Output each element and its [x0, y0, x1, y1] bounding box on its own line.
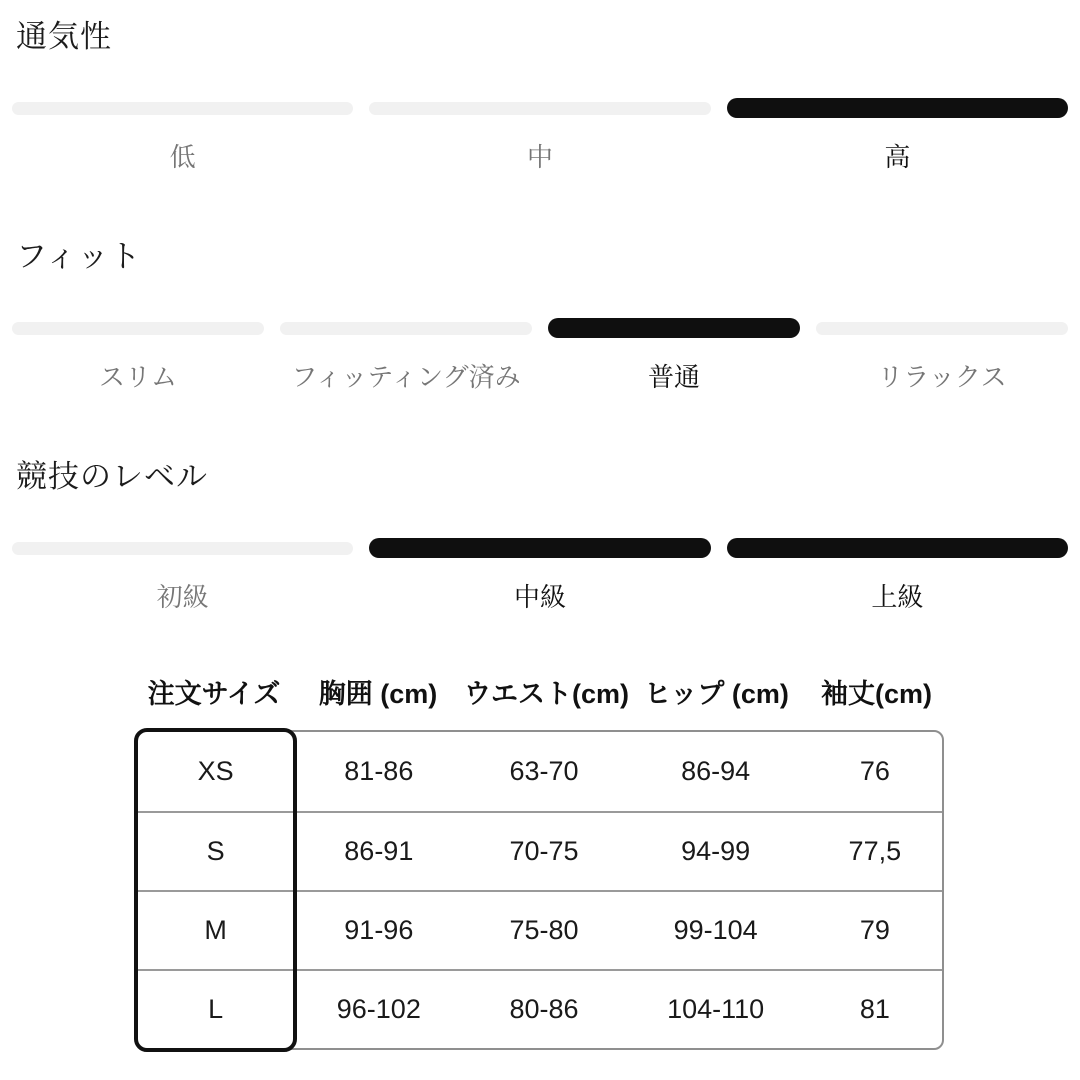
- level-label: 上級: [871, 582, 924, 612]
- level-option-low: [12, 98, 353, 172]
- section-title-competition-level: 競技のレベル: [16, 459, 208, 494]
- level-bar: [280, 322, 532, 335]
- cell-waist: 63-70: [509, 756, 579, 786]
- level-label: 中: [526, 142, 553, 172]
- level-bar: [369, 538, 710, 558]
- size-table-body: [136, 730, 944, 1050]
- section-title-breathability: 通気性: [16, 19, 112, 54]
- cell-size: M: [204, 915, 227, 945]
- level-option-high: [727, 98, 1068, 172]
- cell-hip: 99-104: [673, 915, 758, 945]
- level-label: リラックス: [877, 362, 1007, 392]
- level-label: 中級: [513, 582, 566, 612]
- level-bar: [12, 542, 353, 555]
- cell-size: XS: [197, 756, 234, 786]
- fit-scale: [12, 318, 1068, 392]
- level-bar-track: [369, 98, 710, 118]
- header-cell-order-size: 注文サイズ: [147, 679, 281, 709]
- level-option-beginner: [12, 538, 353, 612]
- level-option-medium: [369, 98, 710, 172]
- level-bar: [816, 322, 1068, 335]
- level-bar: [548, 318, 800, 338]
- cell-sleeve: 81: [859, 994, 890, 1024]
- level-bar-track: [727, 538, 1068, 558]
- level-bar: [727, 538, 1068, 558]
- level-bar-track: [548, 318, 800, 338]
- level-bar-track: [369, 538, 710, 558]
- level-bar: [727, 98, 1068, 118]
- table-row-s: [138, 811, 942, 890]
- header-cell-sleeve: 袖丈(cm): [820, 679, 932, 709]
- level-bar-track: [816, 318, 1068, 338]
- level-bar-track: [727, 98, 1068, 118]
- level-label: 普通: [647, 362, 700, 392]
- level-bar-track: [280, 318, 532, 338]
- cell-chest: 91-96: [344, 915, 414, 945]
- header-cell-hip: ヒップ (cm): [644, 679, 789, 709]
- header-cell-waist: ウエスト(cm): [464, 679, 630, 709]
- table-row-xs: [138, 732, 942, 811]
- level-label: 高: [884, 142, 911, 172]
- cell-hip: 94-99: [681, 836, 751, 866]
- fit-section: [12, 234, 1068, 392]
- level-label: 低: [169, 142, 196, 172]
- level-option-relaxed: [816, 318, 1068, 392]
- section-title-fit: フィット: [16, 239, 142, 274]
- level-bar-track: [12, 98, 353, 118]
- level-option-advanced: [727, 538, 1068, 612]
- cell-size: S: [206, 836, 225, 866]
- level-option-slim: [12, 318, 264, 392]
- level-label: 初級: [156, 582, 209, 612]
- level-label: フィッティング済み: [291, 362, 521, 392]
- cell-waist: 80-86: [509, 994, 579, 1024]
- size-table: [136, 674, 944, 1050]
- competition-level-scale: [12, 538, 1068, 612]
- cell-sleeve: 77,5: [848, 836, 902, 866]
- cell-sleeve: 76: [859, 756, 890, 786]
- size-table-header-row: [136, 674, 944, 714]
- breathability-scale: [12, 98, 1068, 172]
- breathability-section: [12, 14, 1068, 172]
- level-bar: [369, 102, 710, 115]
- level-option-regular: [548, 318, 800, 392]
- cell-sleeve: 79: [859, 915, 890, 945]
- cell-waist: 75-80: [509, 915, 579, 945]
- table-row-l: [138, 969, 942, 1048]
- cell-hip: 86-94: [681, 756, 751, 786]
- level-option-fitted: [280, 318, 532, 392]
- competition-level-section: [12, 454, 1068, 612]
- cell-size: L: [208, 994, 224, 1024]
- cell-waist: 70-75: [509, 836, 579, 866]
- level-bar-track: [12, 318, 264, 338]
- cell-chest: 86-91: [344, 836, 414, 866]
- level-label: スリム: [98, 362, 177, 392]
- cell-hip: 104-110: [667, 994, 765, 1024]
- level-option-intermediate: [369, 538, 710, 612]
- cell-chest: 96-102: [336, 994, 421, 1024]
- cell-chest: 81-86: [344, 756, 414, 786]
- level-bar: [12, 102, 353, 115]
- level-bar-track: [12, 538, 353, 558]
- header-cell-chest: 胸囲 (cm): [318, 679, 438, 709]
- level-bar: [12, 322, 264, 335]
- table-row-m: [138, 890, 942, 969]
